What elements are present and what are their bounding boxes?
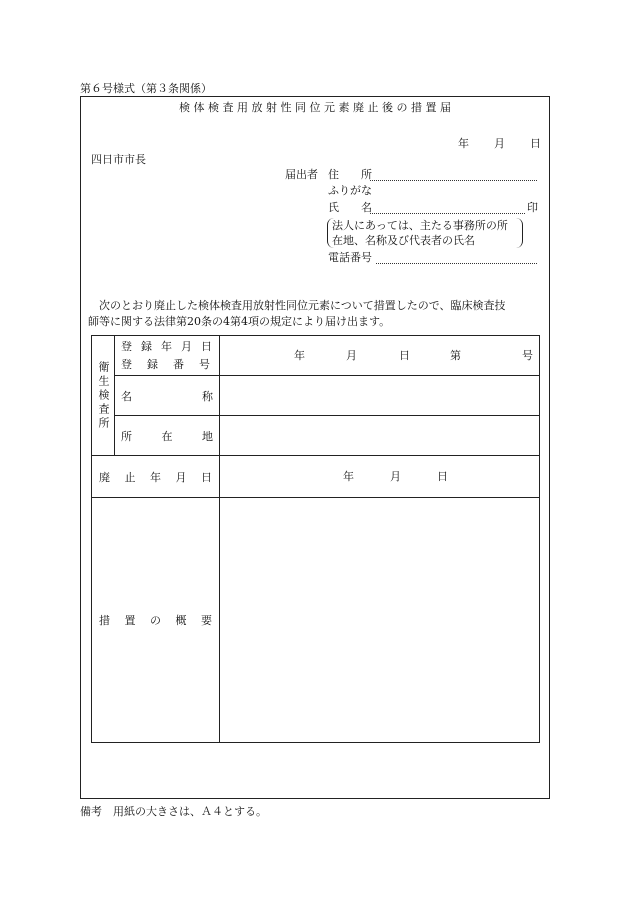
body-text-line1: 次のとおり廃止した検体検査用放射性同位元素について措置したので、臨床検査技 [99, 299, 506, 312]
facility-name-label-cell [115, 376, 220, 416]
remarks: 備考 用紙の大きさは、Ａ４とする。 [80, 805, 267, 818]
reg-value-cell[interactable] [220, 336, 540, 376]
phone-field[interactable] [376, 263, 537, 264]
abolish-month: 月 [390, 469, 401, 483]
measures-value[interactable] [220, 498, 540, 743]
name-field[interactable] [370, 213, 525, 214]
address-label: 住 所 [328, 168, 372, 181]
reg-month: 月 [346, 348, 357, 362]
abolish-date-label-cell [92, 456, 220, 498]
date-month-label: 月 [494, 137, 505, 150]
phone-label: 電話番号 [328, 251, 372, 264]
measures-label-cell [92, 498, 220, 743]
address-field[interactable] [370, 180, 537, 181]
facility-location-label-cell [115, 416, 220, 456]
facility-location-label: 所 在 地 [121, 429, 213, 443]
applicant-label: 届出者 [285, 168, 318, 181]
corporate-note-line2: 在地、名称及び代表者の氏名 [332, 234, 475, 247]
reg-dai: 第 [450, 348, 461, 362]
reg-year: 年 [294, 348, 305, 362]
seal-mark: 印 [527, 201, 538, 214]
reg-number-label: 登 録 番 号 [121, 357, 213, 371]
reg-go: 号 [522, 348, 533, 362]
addressee: 四日市市長 [91, 153, 146, 166]
form-number: 第６号様式（第３条関係） [80, 82, 212, 95]
reg-day: 日 [399, 348, 410, 362]
facility-header-cell [92, 336, 115, 456]
facility-name-value[interactable] [220, 376, 540, 416]
facility-header: 衛生検査所 [97, 360, 110, 431]
corporate-note-line1: 法人にあっては、主たる事務所の所 [332, 219, 508, 232]
abolish-date-value-cell[interactable] [220, 456, 540, 498]
body-text-line2: 師等に関する法律第20条の4第4項の規定により届け出ます。 [88, 315, 391, 328]
date-year-label: 年 [458, 137, 469, 150]
abolish-year: 年 [343, 469, 354, 483]
abolish-date-label: 廃 止 年 月 日 [99, 470, 212, 484]
abolish-day: 日 [437, 469, 448, 483]
facility-location-value[interactable] [220, 416, 540, 456]
name-label: 氏 名 [328, 201, 372, 214]
furigana-label: ふりがな [328, 184, 372, 197]
facility-name-label: 名 称 [121, 389, 213, 403]
form-title: 検 体 検 査 用 放 射 性 同 位 元 素 廃 止 後 の 措 置 届 [179, 101, 451, 114]
details-table [91, 335, 540, 743]
reg-labels-cell [115, 336, 220, 376]
measures-label: 措 置 の 概 要 [99, 614, 212, 627]
reg-date-label: 登 録 年 月 日 [121, 339, 213, 353]
date-day-label: 日 [530, 137, 541, 150]
